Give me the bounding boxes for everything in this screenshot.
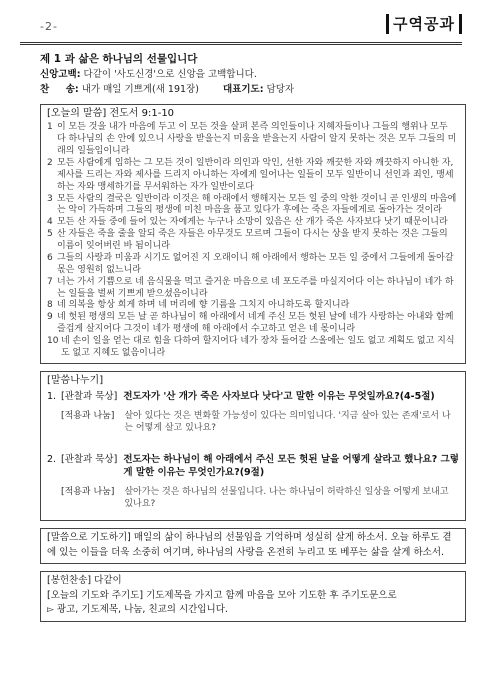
verse-text: 이 모든 것을 내가 마음에 두고 이 모든 것을 살펴 본즉 의인들이나 지혜자들이나 그들의 행위나 모두 다 하나님의 손 안에 있으니 사랑을 받을는지 미움을 받을는지 사람이 알지 못하는 것은 모두 그들의 미래의 일들임이니라 — [57, 122, 457, 157]
verse-text: 네 의복을 항상 희게 하며 네 머리에 향 기름을 그치지 아니하도록 할지니라 — [57, 300, 350, 311]
notice-text: 광고, 기도제목, 나눔, 친교의 시간입니다. — [56, 604, 228, 616]
spacer — [47, 438, 459, 450]
verse-number: 3 — [47, 193, 53, 204]
verse-number: 1 — [47, 122, 53, 133]
offering-hymn-line: [봉헌찬송] 다같이 — [47, 574, 122, 586]
verse-number: 8 — [47, 300, 53, 311]
verse-text: 네 손이 일을 얻는 대로 힘을 다하여 할지어다 네가 장차 들어갈 스올에는 일도 없고 계획도 없고 지식도 없고 지혜도 없음이니라 — [61, 336, 455, 358]
lesson-body — [40, 48, 466, 622]
creed-label: 신앙고백: — [40, 69, 81, 81]
prayer-leader-label: 대표기도: — [223, 83, 264, 95]
verse-number: 6 — [47, 252, 53, 263]
verse-number: 5 — [47, 229, 53, 240]
verse-number: 7 — [47, 276, 53, 287]
question-row — [47, 454, 459, 480]
prayer-text: [말씀으로 기도하기] 매일의 삶이 하나님의 선물임을 기억하며 성실히 살게 하소서. 오늘 하루도 곁에 있는 이들을 더욱 소중히 여기며, 하나님의 사랑을 온전히 누리고 또 베푸는 삶을 살게 하소서. — [47, 532, 452, 558]
notice-line — [47, 603, 459, 618]
answer-tag: [적용과 나눔] — [61, 411, 115, 422]
closing-box — [40, 571, 466, 622]
hymn-line — [40, 84, 466, 97]
sharing-heading: [말씀나누기] — [47, 374, 104, 386]
hymn-text: 내가 매일 기쁘게(새 191장) — [81, 83, 199, 95]
verse-item — [47, 122, 459, 158]
question-text: 전도자가 '산 개가 죽은 사자보다 낫다'고 말한 이유는 무엇일까요?(4-5절) — [123, 391, 435, 403]
verse-number: 9 — [47, 312, 53, 323]
question-item — [47, 391, 459, 434]
verse-text: 모든 산 자들 중에 들어 있는 자에게는 누구나 소망이 있음은 산 개가 죽은 사자보다 낫기 때문이니라 — [57, 217, 448, 228]
scripture-heading: [오늘의 말씀] 전도서 9:1-10 — [47, 107, 175, 119]
prayer-topics-line: [오늘의 기도와 주기도] 기도제목을 가지고 함께 마음을 모아 기도한 후 주기도문으로 — [47, 589, 397, 601]
verse-text: 산 자들은 죽을 줄을 알되 죽은 자들은 아무것도 모르며 그들이 다시는 상을 받지 못하는 것은 그들의 이름이 잊어버린 바 됨이니라 — [57, 229, 448, 252]
lesson-title: 제 1 과 삶은 하나님의 선물입니다 — [40, 53, 198, 65]
sharing-box — [40, 371, 466, 522]
question-tag: [관찰과 묵상] — [61, 391, 118, 403]
verse-text: 모든 사람에게 임하는 그 모든 것이 일반이라 의인과 악인, 선한 자와 깨끗한 자와 깨끗하지 아니한 자, 제사를 드리는 자와 제사를 드리지 아니하는 자에게 일어나는 일들이 모두 일반이니 선인과 죄인, 맹세하는 자와 맹세하기를 무서워하는 자가 일반이로다 — [57, 157, 454, 192]
verse-number: 4 — [47, 217, 53, 228]
prayer-leader-text: 담당자 — [266, 83, 295, 95]
creed-line — [40, 69, 466, 82]
verse-list — [47, 122, 459, 360]
creed-text: 다같이 '사도신경'으로 신앙을 고백합니다. — [83, 69, 257, 81]
question-text: 전도자는 하나님이 해 아래에서 주신 모든 헛된 날을 어떻게 살라고 했나요? 그렇게 말한 이유는 무엇인가요?(9절) — [123, 454, 459, 479]
verse-item — [47, 229, 459, 253]
verse-number: 2 — [47, 157, 53, 168]
question-number: 2. — [47, 454, 57, 466]
arrow-icon: ▻ — [47, 605, 54, 616]
answer-row — [61, 410, 459, 434]
verse-text: 네 헛된 평생의 모든 날 곧 하나님이 해 아래에서 네게 주신 모든 헛된 날에 네가 사랑하는 아내와 함께 즐겁게 살지어다 그것이 네가 평생에 해 아래에서 수고하고 얻은 네 몫이니라 — [57, 312, 454, 335]
answer-text: 살아 있다는 것은 변화할 가능성이 있다는 의미입니다. '지금 살아 있는 존재'로서 나는 어떻게 살고 있나요? — [124, 411, 451, 434]
verse-item — [47, 158, 459, 194]
scripture-box — [40, 104, 466, 364]
verse-text: 모든 사람의 결국은 일반이라 이것은 해 아래에서 행해지는 모든 일 중의 악한 것이니 곧 인생의 마음에는 악이 가득하며 그들의 평생에 미친 마음을 품고 있다가 후에는 죽은 자들에게로 돌아가는 것이라 — [57, 193, 457, 216]
question-number: 1. — [47, 391, 57, 403]
verse-number: 10 — [47, 336, 59, 347]
prayer-box — [40, 528, 466, 564]
verse-text: 그들의 사랑과 미움과 시기도 없어진 지 오래이니 해 아래에서 행하는 모든 일 중에서 그들에게 돌아갈 몫은 영원히 없느니라 — [57, 252, 454, 275]
verse-item — [47, 277, 459, 301]
verse-item — [47, 217, 459, 229]
page-number: -2- — [40, 20, 58, 33]
question-tag: [관찰과 묵상] — [61, 454, 118, 466]
verse-item — [47, 194, 459, 218]
answer-row — [61, 486, 459, 510]
question-item — [47, 454, 459, 510]
verse-item — [47, 312, 459, 336]
question-row — [47, 391, 459, 404]
answer-tag: [적용과 나눔] — [61, 487, 115, 498]
answer-text: 살아가는 것은 하나님의 선물입니다. 나는 하나님이 허락하신 일상을 어떻게 보내고 있나요? — [124, 487, 449, 510]
header-rule — [20, 42, 462, 45]
verse-text: 너는 가서 기쁨으로 네 음식물을 먹고 즐거운 마음으로 네 포도주를 마실지어다 이는 하나님이 네가 하는 일들을 벌써 기쁘게 받으셨음이니라 — [57, 276, 454, 299]
verse-item — [47, 253, 459, 277]
verse-item — [47, 336, 459, 360]
section-tag: 구역공과 — [386, 14, 462, 34]
verse-item — [47, 300, 459, 312]
hymn-label: 찬 송: — [40, 83, 79, 95]
